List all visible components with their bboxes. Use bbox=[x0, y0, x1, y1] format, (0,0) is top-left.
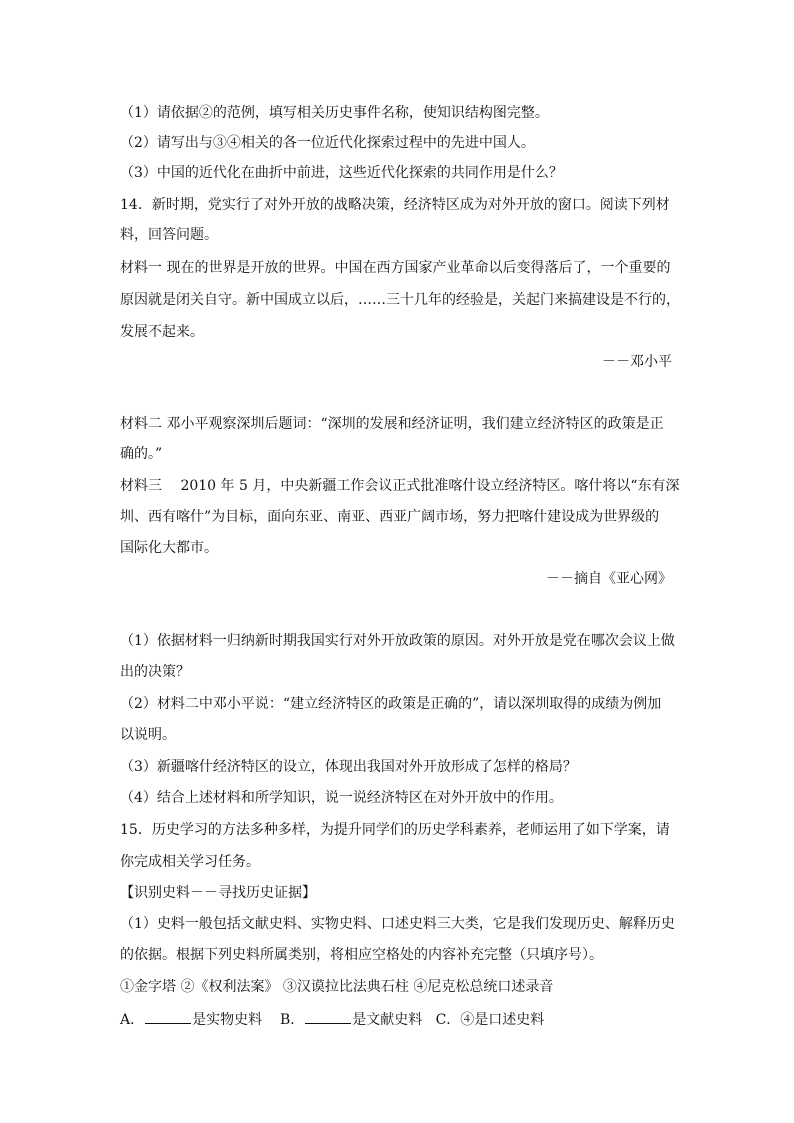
q14-material-3-line-2: 圳、西有喀什”为目标，面向东亚、南亚、西亚广阔市场，努力把喀什建设成为世界级的 bbox=[120, 509, 660, 525]
q14-material-1-line-3: 发展不起来。 bbox=[120, 324, 204, 340]
option-a-blank[interactable] bbox=[145, 1009, 191, 1024]
option-a-prefix: A． bbox=[120, 1012, 145, 1028]
q14-sub-2-line-2: 以说明。 bbox=[120, 727, 176, 743]
q14-sub-1-line-1: （1）依据材料一归纳新时期我国实行对外开放政策的原因。对外开放是党在哪次会议上做 bbox=[120, 633, 675, 649]
option-b-blank[interactable] bbox=[305, 1009, 351, 1024]
q14-stem-line-1: 14．新时期，党实行了对外开放的战略决策，经济特区成为对外开放的窗口。阅读下列材 bbox=[120, 197, 670, 213]
q14-material-1-line-1: 材料一 现在的世界是开放的世界。中国在西方国家产业革命以后变得落后了，一个重要的 bbox=[120, 260, 671, 276]
option-b-text: 是文献史料 bbox=[352, 1012, 423, 1028]
q14-sub-2-line-1: （2）材料二中邓小平说：“建立经济特区的政策是正确的”，请以深圳取得的成绩为例加 bbox=[120, 696, 662, 712]
option-a-text: 是实物史料 bbox=[192, 1012, 263, 1028]
q14-material-2-line-2: 确的。” bbox=[120, 446, 163, 462]
q14-sub-4: （4）结合上述材料和所学知识，说一说经济特区在对外开放中的作用。 bbox=[120, 790, 563, 806]
q14-material-3-source: －－摘自《亚心网》 bbox=[546, 571, 672, 587]
q14-material-1-source: －－邓小平 bbox=[602, 354, 672, 370]
q15-sub-1-line-2: 的依据。根据下列史料所属类别，将相应空格处的内容补充完整（只填序号）。 bbox=[120, 947, 603, 963]
q15-sub-1-line-1: （1）史料一般包括文献史料、实物史料、口述史料三大类，它是我们发现历史、解释历史 bbox=[120, 916, 675, 932]
q14-sub-3: （3）新疆喀什经济特区的设立，体现出我国对外开放形成了怎样的格局？ bbox=[120, 759, 577, 775]
q15-options bbox=[120, 1009, 544, 1030]
q14-stem-line-2: 料，回答问题。 bbox=[120, 227, 218, 243]
q14-material-3-line-3: 国际化大都市。 bbox=[120, 540, 218, 556]
q15-section-heading: 【识别史料－－寻找历史证据】 bbox=[120, 885, 316, 901]
q13-sub-1: （1）请依据②的范例，填写相关历史事件名称，使知识结构图完整。 bbox=[120, 105, 549, 121]
q15-stem-line-2: 你完成相关学习任务。 bbox=[120, 854, 260, 870]
q14-material-3-line-1: 材料三 2010 年 5 月，中央新疆工作会议正式批准喀什设立经济特区。喀什将以“东有深 bbox=[120, 478, 680, 494]
q15-source-items: ①金字塔 ②《权利法案》 ③汉谟拉比法典石柱 ④尼克松总统口述录音 bbox=[120, 979, 554, 995]
q13-sub-3: （3）中国的近代化在曲折中前进，这些近代化探索的共同作用是什么？ bbox=[120, 165, 563, 181]
q14-material-2-line-1: 材料二 邓小平观察深圳后题词：“深圳的发展和经济证明，我们建立经济特区的政策是正 bbox=[120, 416, 664, 432]
q14-material-1-line-2: 原因就是闭关自守。新中国成立以后，……三十几年的经验是，关起门来搞建设是不行的， bbox=[120, 292, 680, 308]
q15-stem-line-1: 15．历史学习的方法多种多样，为提升同学们的历史学科素养，老师运用了如下学案，请 bbox=[120, 822, 670, 838]
q14-sub-1-line-2: 出的决策？ bbox=[120, 664, 190, 680]
option-b-prefix: B． bbox=[279, 1012, 305, 1028]
option-c-text: C．④是口述史料 bbox=[435, 1012, 545, 1028]
q13-sub-2: （2）请写出与③④相关的各一位近代化探索过程中的先进中国人。 bbox=[120, 135, 535, 151]
